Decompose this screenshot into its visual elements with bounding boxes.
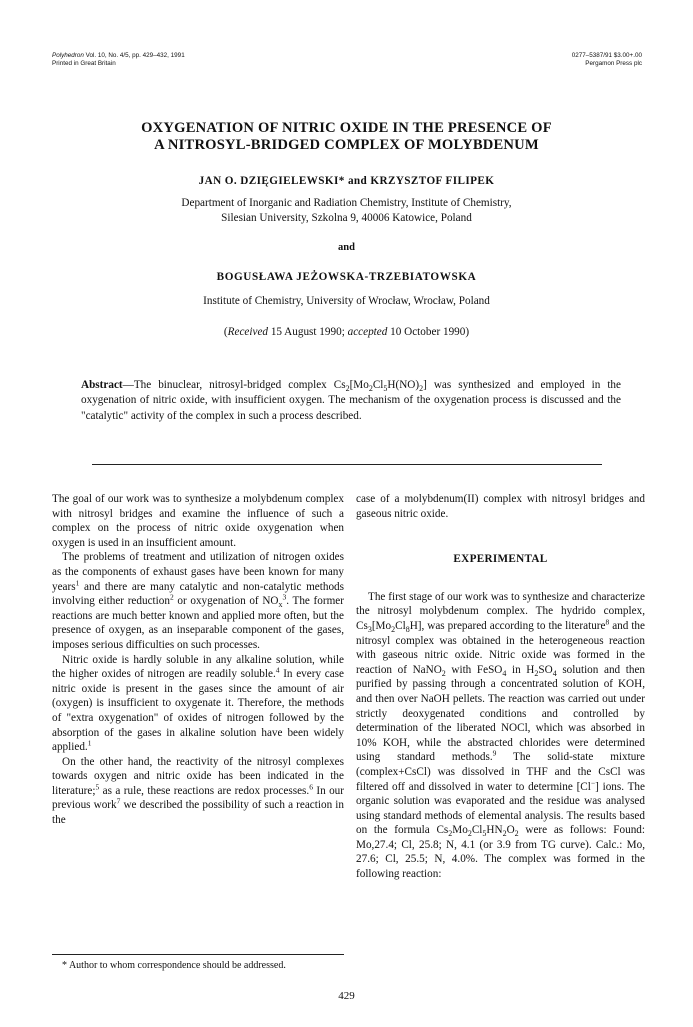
text: SO xyxy=(538,663,553,676)
subscript: 2 xyxy=(502,829,507,839)
received-label: Received xyxy=(227,326,269,338)
title-block xyxy=(60,120,633,338)
text: solution and then purified by passing through a concentrated solution of KOH, and then over NaOH pellets. The reaction was carried out under strictly deoxygenated conditions and controlled by determination of the liberated NOCl, which was absorbed in 10% KOH, while the abstracted chlorides were determined using standard methods. xyxy=(356,663,645,764)
citation-ref: 1 xyxy=(75,577,80,587)
paper-title xyxy=(60,120,633,154)
subscript: 5 xyxy=(383,384,388,394)
text: In our previous work xyxy=(52,784,344,812)
abstract-text: [Mo xyxy=(349,379,369,391)
subscript: 3 xyxy=(367,625,372,635)
publisher: Pergamon Press plc xyxy=(585,60,642,67)
citation-ref: 3 xyxy=(282,592,287,602)
citation-ref: 5 xyxy=(95,782,100,792)
authors-conjunction: and xyxy=(338,242,355,253)
abstract-label: Abstract xyxy=(81,379,123,391)
affiliation-secondary: Institute of Chemistry, University of Wrocław, Wrocław, Poland xyxy=(203,295,490,307)
right-column xyxy=(356,492,645,882)
text: we described the possibility of such a reaction in the xyxy=(52,799,344,827)
subscript: 2 xyxy=(345,384,350,394)
text: with FeSO xyxy=(445,663,503,676)
text: [Mo xyxy=(371,619,392,632)
citation-ref: 1 xyxy=(87,738,92,748)
citation-ref: 8 xyxy=(605,617,610,627)
text: Cl xyxy=(471,824,483,837)
subscript: 2 xyxy=(368,384,373,394)
footnote-divider xyxy=(52,954,344,955)
title-line-1: OXYGENATION OF NITRIC OXIDE IN THE PRESENCE OF xyxy=(141,120,552,136)
subscript: 2 xyxy=(534,668,539,678)
text: Nitric oxide is hardly soluble in any alkaline solution, while the higher oxides of nitrogen are readily soluble. xyxy=(52,653,344,681)
affiliation-line-2: Silesian University, Szkolna 9, 40006 Katowice, Poland xyxy=(221,212,472,224)
subscript: 2 xyxy=(391,625,396,635)
affiliation-primary xyxy=(60,196,633,226)
subscript: 2 xyxy=(448,829,453,839)
citation-ref: 7 xyxy=(116,796,121,806)
abstract-text: H(NO) xyxy=(387,379,420,391)
text: In every case nitric oxide is present in the gases since the amount of air (oxygen) is insufficient to oxygenate it. Therefore, the methods of "extra oxygenation" of oxides of nitrogen followed by the absorption of the gases in alkaline solution have been widely applied. xyxy=(52,668,344,754)
text: Mo xyxy=(452,824,468,837)
received-dates: (Received 15 August 1990; accepted 10 October 1990) xyxy=(223,326,470,338)
subscript: x xyxy=(278,600,283,610)
superscript: − xyxy=(590,777,596,787)
abstract-divider xyxy=(92,464,602,465)
text: HN xyxy=(486,824,503,837)
text: On the other hand, the reactivity of the nitrosyl complexes towards oxygen and nitric oxide has been indicated in the literature; xyxy=(52,755,344,797)
text: The solid-state mixture (complex+CsCl) was dissolved in THF and the CsCl was filtered off and dissolved in water to determine [Cl xyxy=(356,751,645,793)
text: . The former reactions are much better known and applied more often, but the presence of oxygen, as an inseparable component of the gases, imposes serious difficulties on such processes. xyxy=(52,595,344,651)
paragraph: case of a molybdenum(II) complex with nitrosyl bridges and gaseous nitric oxide. xyxy=(356,493,645,520)
paragraph: The goal of our work was to synthesize a molybdenum complex with nitrosyl bridges and examine the influence of such a complex on the process of nitric oxide oxygenation when oxygen is used in an insufficient amount. xyxy=(52,493,344,549)
received-date: 15 August 1990 xyxy=(270,326,342,338)
abstract xyxy=(81,378,621,424)
abstract-text: —The binuclear, nitrosyl-bridged complex Cs xyxy=(122,379,346,391)
journal-header-left xyxy=(52,52,185,68)
subscript: 8 xyxy=(405,625,410,635)
authors-primary: JAN O. DZIĘGIELEWSKI* and KRZYSZTOF FILIPEK xyxy=(198,175,495,187)
paragraph xyxy=(52,755,344,828)
journal-name: Polyhedron xyxy=(52,52,84,59)
text: The problems of treatment and utilization of nitrogen oxides as the components of exhaust gases have been known for many years xyxy=(52,551,344,593)
subscript: 4 xyxy=(552,668,557,678)
paragraph xyxy=(356,590,645,882)
text: as a rule, these reactions are redox processes. xyxy=(99,784,310,797)
left-column xyxy=(52,492,344,828)
affiliation-line-1: Department of Inorganic and Radiation Chemistry, Institute of Chemistry, xyxy=(181,197,512,209)
subscript: 2 xyxy=(419,384,424,394)
title-line-2: A NITROSYL-BRIDGED COMPLEX OF MOLYBDENUM xyxy=(154,137,539,153)
text: in H xyxy=(506,663,535,676)
subscript: 5 xyxy=(482,829,487,839)
text: O xyxy=(506,824,515,837)
citation-ref: 2 xyxy=(169,592,174,602)
text: The first stage of our work was to synthesize and characterize the nitrosyl molybdenum complex. The hydrido complex, Cs xyxy=(356,590,645,632)
journal-header-right xyxy=(572,52,642,68)
text: ] ions. The organic solution was evaporated and the residue was analysed using standard methods of elemental analysis. The results based on the formula Cs xyxy=(356,780,645,837)
citation-ref: 4 xyxy=(275,665,280,675)
subscript: 2 xyxy=(467,829,472,839)
text: and the nitrosyl complex was obtained in the heterogeneous reaction with gaseous nitric oxide. Nitric oxide was formed in the reaction of NaNO xyxy=(356,619,645,676)
printed-location: Printed in Great Britain xyxy=(52,60,116,67)
footnote: * Author to whom correspondence should be addressed. xyxy=(62,960,286,971)
abstract-text: Cl xyxy=(372,379,384,391)
text: or oxygenation of NO xyxy=(173,595,279,608)
text: H], was prepared according to the literature xyxy=(409,619,606,632)
subscript: 4 xyxy=(502,668,507,678)
text: were as follows: Found: Mo,27.4; Cl, 25.8; N, 4.1 (or 3.9 from TG curve). Calc.: Mo, 27.6; Cl, 25.5; N, 4.0%. The complex was formed in the following reaction: xyxy=(356,824,645,881)
text: and there are many catalytic and non-catalytic methods involving either reduction xyxy=(52,580,344,608)
authors-secondary: BOGUSŁAWA JEŻOWSKA-TRZEBIATOWSKA xyxy=(216,271,477,283)
accepted-date: 10 October 1990 xyxy=(390,326,466,338)
paragraph xyxy=(52,653,344,755)
page-number: 429 xyxy=(338,990,355,1002)
abstract-text: ] was synthesized and employed in the oxygenation of nitric oxide, with insufficient oxygen. The mechanism of the oxygenation process is discussed and the "catalytic" activity of the complex in such a process described. xyxy=(81,379,621,422)
journal-code: 0277–5387/91 $3.00+.00 xyxy=(571,52,642,59)
section-heading: EXPERIMENTAL xyxy=(453,553,548,566)
citation-ref: 6 xyxy=(309,782,313,792)
citation-ref: 9 xyxy=(492,748,497,758)
accepted-label: accepted xyxy=(347,326,388,338)
paragraph xyxy=(52,550,344,652)
subscript: 2 xyxy=(441,668,446,678)
subscript: 2 xyxy=(514,829,519,839)
journal-citation: Vol. 10, No. 4/5, pp. 429–432, 1991 xyxy=(85,52,185,59)
text: Cl xyxy=(395,619,406,632)
